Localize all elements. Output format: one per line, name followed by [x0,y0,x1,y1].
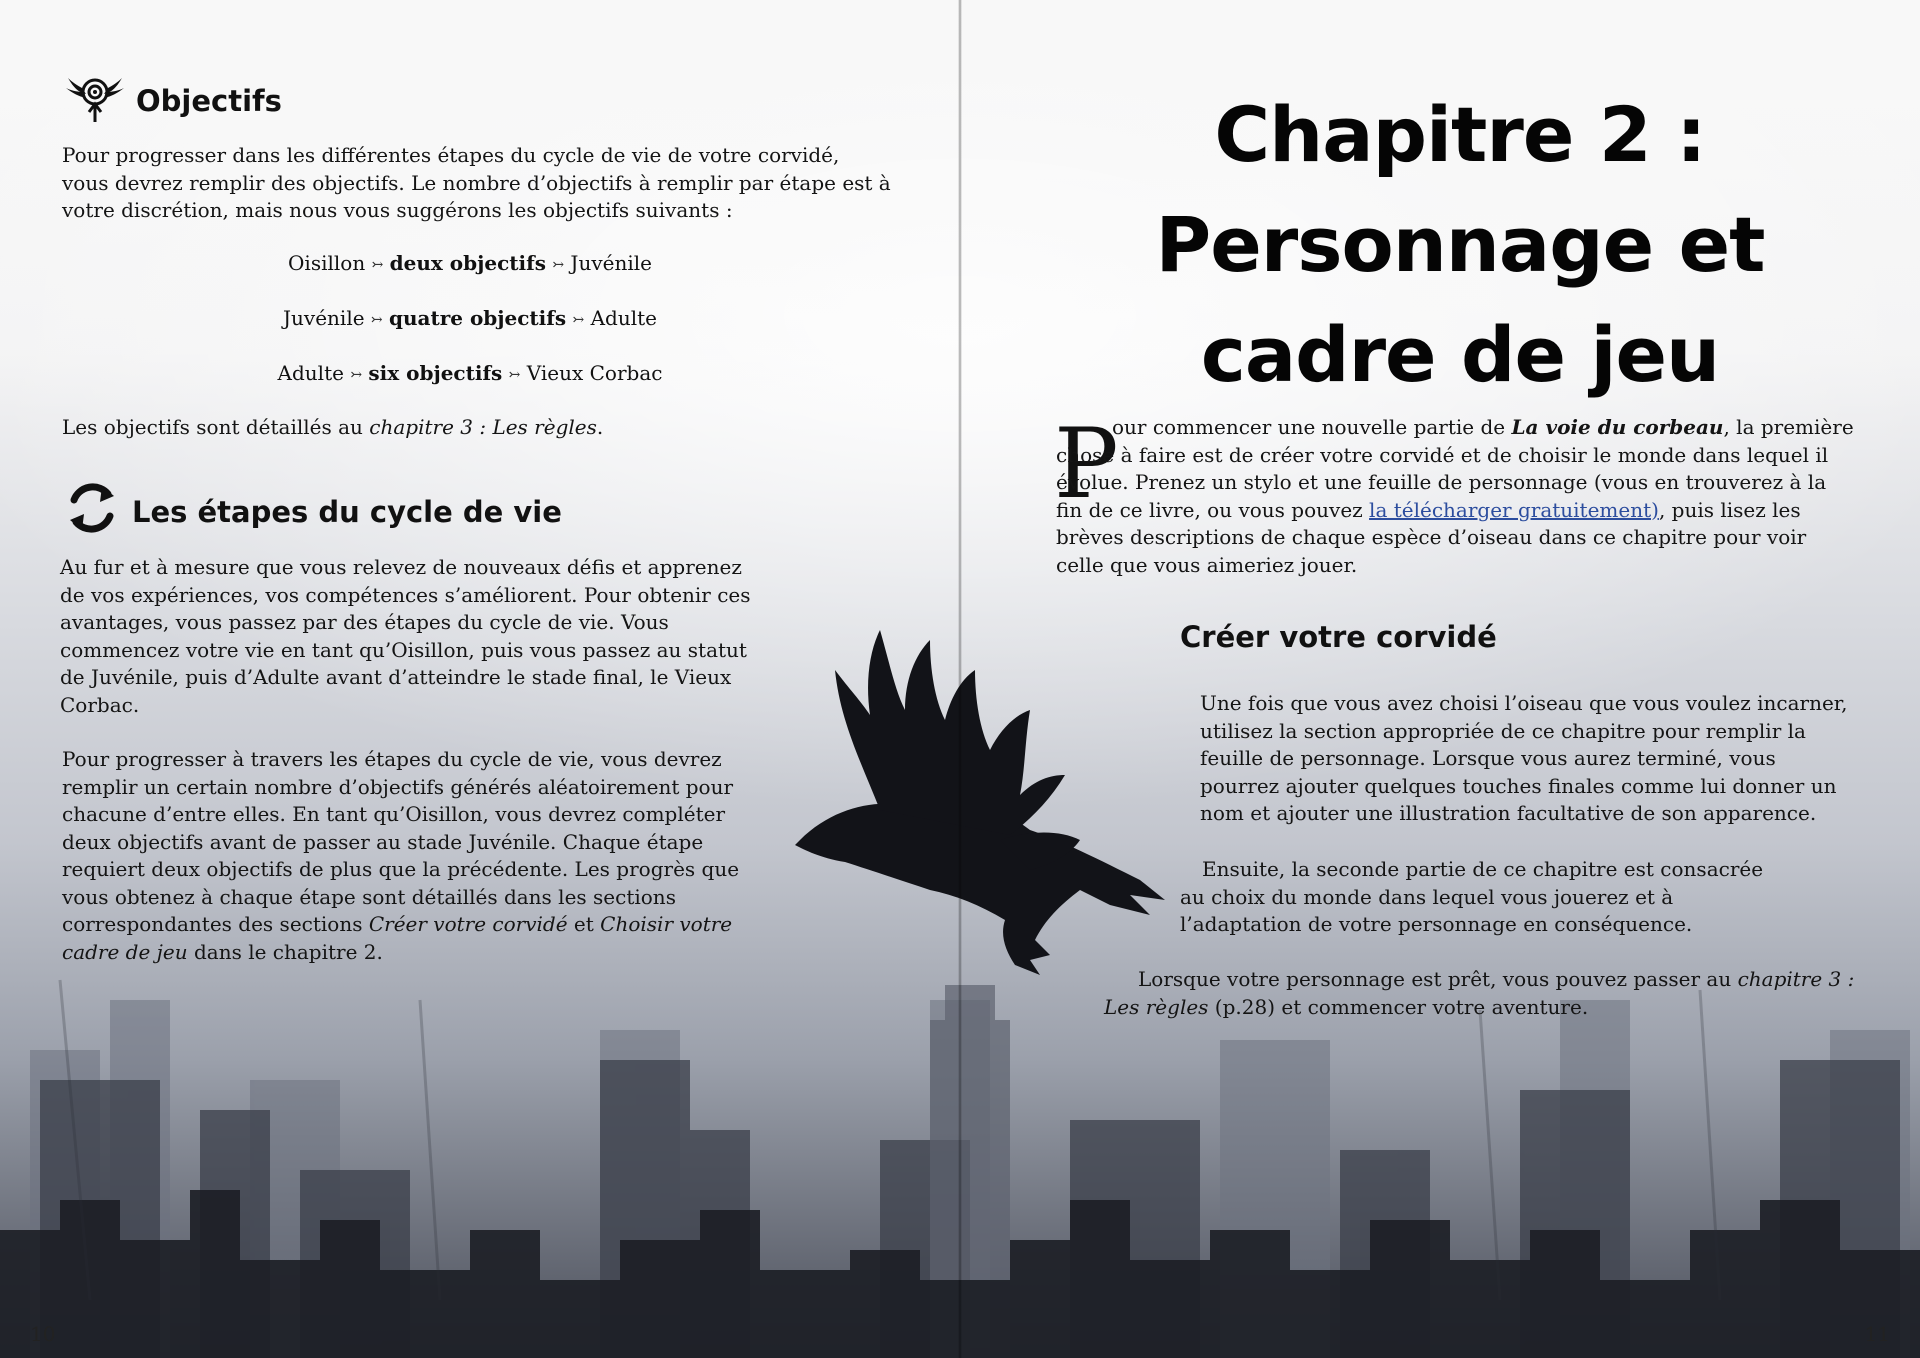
p3-text: Lorsque votre personnage est prêt, vous pouvez passer au [1138,967,1738,991]
create-paragraph-1: Une fois que vous avez choisi l’oiseau que vous voulez incarner, utilisez la section appropriée de ce chapitre pour remplir la feuille de personnage. Lorsque vous aurez terminé, vous pourrez ajouter quelques touches finales comme lui donner un nom et ajouter une illustration facultative de son apparence. [1200,691,1848,825]
stage-to: Juvénile [570,251,652,275]
create-heading-text: Créer votre corvidé [1180,620,1497,654]
section-reference: Choisir votre cadre de jeu [62,912,733,964]
outro-text: Les objectifs sont détaillés au [62,415,370,439]
intro-text-2: , la première chose à faire est de créer votre corvidé et de choisir le monde dans lequel il évolue. Prenez un stylo et une feuille de personnage (vous en trouverez à la fin de ce livre, ou vous pouvez [1056,415,1854,522]
stage-from: Adulte [277,361,344,385]
section-reference: Créer votre corvidé [368,912,568,936]
chapter-title-line-1: Chapitre 2 : [1214,90,1706,179]
stage-from: Juvénile [283,306,365,330]
chapter-title-line-3: cadre de jeu [1200,310,1720,399]
drop-cap: P [1054,408,1119,520]
page-number: 10 [30,1322,56,1346]
arrow-icon: ↣ [350,367,363,383]
chapter-reference: chapitre 3 : Les règles [369,415,597,439]
stage-to: Vieux Corbac [526,361,663,385]
stage-from: Oisillon [288,251,366,275]
objectifs-intro: Pour progresser dans les différentes étapes du cycle de vie de votre corvidé, vous devrez remplir des objectifs. Le nombre d’objectifs à remplir par étape est à votre discrétion, mais nous vous suggérons les objectifs suivants : [62,143,891,222]
stage-to: Adulte [590,306,657,330]
cycle-heading-text: Les étapes du cycle de vie [132,494,562,529]
arrow-icon: ↣ [371,257,384,273]
chapter-intro [1054,408,1856,579]
cycle-p2-end: dans le chapitre 2. [187,939,383,964]
download-link[interactable]: la télécharger gratuitement) [1369,497,1659,522]
arrow-icon: ↣ [552,257,565,273]
arrow-icon: ↣ [370,312,383,328]
create-paragraph-3 [1104,966,1864,1021]
outro-end: . [596,415,604,439]
objective-count: quatre objectifs [389,306,567,330]
intro-text-3: , puis lisez les brèves descriptions de chaque espèce d’oiseau dans ce chapitre pour voir celle que vous aimeriez jouer. [1056,497,1807,577]
objective-count: deux objectifs [389,251,546,275]
cycle-p2-and: et [567,912,601,936]
game-title: La voie du corbeau [1511,415,1724,439]
arrow-icon: ↣ [572,312,585,328]
objective-count: six objectifs [368,361,503,385]
intro-text: our commencer une nouvelle partie de [1112,415,1512,439]
p3-end: (p.28) et commencer votre aventure. [1208,994,1589,1019]
chapter-title-line-2: Personnage et [1155,200,1765,289]
create-heading [1180,620,1497,654]
cycle-p2-text: Pour progresser à travers les étapes du cycle de vie, vous devrez remplir un certain nombre d’objectifs générés aléatoirement pour chacune d’entre elles. En tant qu’Oisillon, vous devrez compléter deux objectifs avant de passer au stade Juvénile. Chaque étape requiert deux objectifs de plus que la précédente. Les progrès que vous obtenez à chaque étape sont détaillés dans les sections correspondantes des sections [62,747,740,936]
objectifs-heading-text: Objectifs [136,83,282,118]
create-paragraph-2: Ensuite, la seconde partie de ce chapitre est consacrée au choix du monde dans lequel vous jouerez et à l’adaptation de votre personnage en conséquence. [1180,857,1764,936]
chapter-reference: chapitre 3 : Les règles [1104,967,1855,1019]
page-number: 11 [1864,1322,1890,1346]
cycle-paragraph-1: Au fur et à mesure que vous relevez de nouveaux défis et apprenez de vos expériences, vos compétences s’améliorent. Pour obtenir ces avantages, vous passez par des étapes du cycle de vie. Vous commencez votre vie en tant qu’Oisillon, puis vous passez au statut de Juvénile, puis d’Adulte avant d’atteindre le stade final, le Vieux Corbac. [60,555,751,717]
arrow-icon: ↣ [508,367,521,383]
